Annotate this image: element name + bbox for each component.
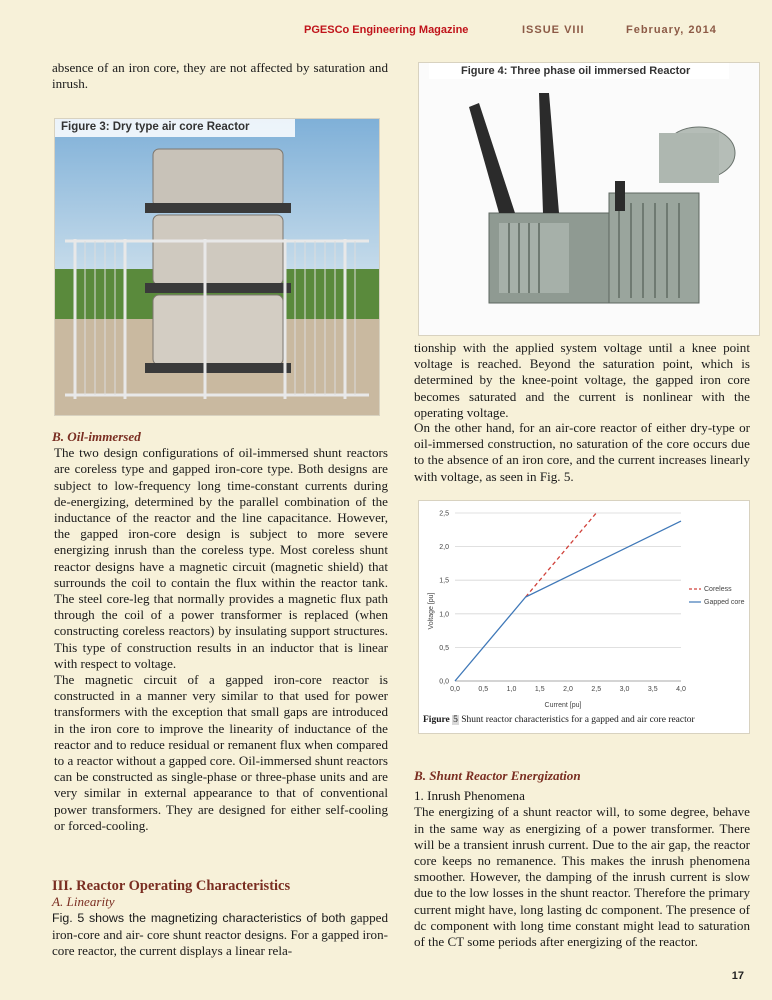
page-number: 17	[731, 970, 744, 982]
y-tick-label: 0,5	[439, 644, 449, 652]
issue-date: February, 2014	[626, 24, 717, 36]
shunt-reactor-chart	[419, 501, 749, 709]
y-axis-label: Voltage [pu]	[428, 592, 435, 630]
linearity-heading: A. Linearity	[52, 894, 115, 910]
x-tick-label: 0,0	[450, 686, 460, 693]
linearity-paragraph: Fig. 5 shows the magnetizing characteristics of both gapped iron-core and air- core shunt reactor designs. For a gapped iron-core reactor, the current displays a linear rela-	[52, 910, 388, 958]
page-header	[0, 20, 772, 40]
y-tick-label: 1,5	[439, 577, 449, 585]
figure5-caption: Figure 5 Shunt reactor characteristics for a gapped and air core reactor	[423, 715, 695, 725]
figure3-image	[54, 118, 380, 416]
x-tick-label: 3,0	[619, 686, 630, 693]
energization-section	[414, 768, 750, 950]
intro-paragraph: absence of an iron core, they are not affected by saturation and inrush.	[52, 60, 388, 92]
series-line-coreless	[526, 513, 597, 597]
x-tick-label: 4,0	[676, 686, 686, 693]
x-tick-label: 0,5	[478, 686, 489, 693]
legend-gapped: Gapped core	[704, 599, 745, 606]
x-tick-label: 1,0	[506, 686, 517, 693]
x-axis-label: Current [pu]	[544, 702, 582, 709]
inrush-heading: 1. Inrush Phenomena	[414, 788, 525, 804]
oil-immersed-section	[52, 429, 388, 834]
legend-coreless: Coreless	[704, 586, 732, 593]
issue-label: ISSUE VIII	[522, 24, 585, 36]
figure5-chart	[418, 500, 750, 734]
figure4-title: Figure 4: Three phase oil immersed Reactor	[461, 65, 691, 77]
oil-immersed-paragraph-1: The two design configurations of oil-immersed shunt reactors are coreless type and gapped iron-core type. Both designs are subject to low-frequency long time-constant currents during de-energizing, determined by the parallel combination of the inductance of the reactor and the line capacitance. However, the gapped iron-core design is subject to more severe energizing inrush than the coreless type. Most coreless shunt reactor designs have a magnetic circuit (magnetic shield) that surrounds the coil to contain the flux within the reactor tank. The steel core-leg that normally provides a magnetic flux path through the coil of a power transformer is replaced (when constructing coreless reactors) by insulating support structures. This type of construction results in an inductor that is linear with respect to voltage.	[54, 445, 388, 671]
x-tick-label: 2,0	[563, 686, 573, 693]
y-tick-label: 2,0	[439, 544, 449, 552]
y-tick-label: 1,0	[439, 611, 449, 619]
chart-ticks	[439, 511, 686, 694]
oil-immersed-heading: B. Oil-immersed	[52, 429, 141, 444]
series-line-gapped-core	[455, 521, 681, 681]
x-tick-label: 1,5	[534, 686, 545, 693]
oil-immersed-paragraph-2: The magnetic circuit of a gapped iron-core reactor is constructed in a manner very similar to that used for power transformers with the exception that small gaps are introduced in the iron core to improve the linearity of inductance of the reactor and to reduce residual or remanent flux when compared to a reactor without a gapped core. Oil-immersed shunt reactors can be constructed as single-phase or three-phase units and are very similar in external appearance to that of conventional power transformers. They are designed for either self-cooling or forced-cooling.	[54, 672, 388, 833]
x-tick-label: 3,5	[647, 686, 658, 693]
oil-immersed-reactor-illustration	[419, 63, 759, 335]
y-tick-label: 2,5	[439, 510, 449, 518]
figure4-image	[418, 62, 760, 336]
figure3-title: Figure 3: Dry type air core Reactor	[61, 121, 250, 133]
x-tick-label: 2,5	[591, 686, 602, 693]
chart-series	[455, 513, 681, 681]
linearity-continued-paragraph: tionship with the applied system voltage until a knee point voltage is reached. Beyond the saturation point, which is determined by the knee-point voltage, the gapped iron core becomes saturated and the current is nonlinear with the operating voltage.	[414, 340, 750, 420]
operating-characteristics-section	[52, 878, 388, 959]
energization-heading: B. Shunt Reactor Energization	[414, 768, 581, 783]
inrush-paragraph: The energizing of a shunt reactor will, to some degree, behave in the same way as energizing of a power transformer. There will be a transient inrush current. Due to the air gap, the reactor core keeps no remanence. This makes the inrush phenomena smoother. However, the damping of the inrush current is slow due to the low losses in the shunt reactor. Therefore the primary current might have, long lasting dc component. The presence of dc component with long time constant might lead to saturation of the CT some periods after energizing of the reactor.	[414, 804, 750, 950]
y-tick-label: 0,0	[439, 678, 449, 686]
magazine-title: PGESCo Engineering Magazine	[304, 24, 469, 36]
section-heading: III. Reactor Operating Characteristics	[52, 878, 291, 894]
air-core-paragraph: On the other hand, for an air-core reactor of either dry-type or oil-immersed construction, no saturation of the core occurs due to the absence of an iron core, and the current increases linearly with voltage, as seen in Fig. 5.	[414, 420, 750, 484]
dry-type-reactor-illustration	[55, 119, 379, 415]
chart-legend	[689, 586, 745, 606]
